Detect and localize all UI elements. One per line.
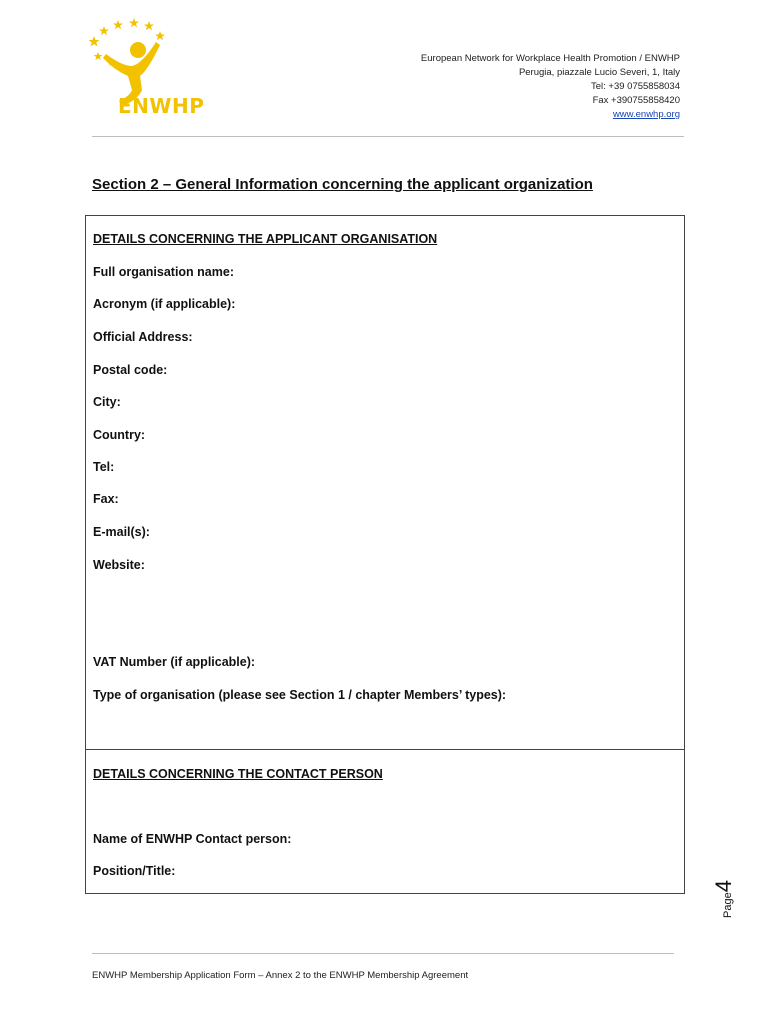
field-official-address: Official Address: xyxy=(93,330,193,344)
contact-person-box xyxy=(85,749,685,894)
field-acronym: Acronym (if applicable): xyxy=(93,297,236,311)
field-type-of-organisation: Type of organisation (please see Section 1 / chapter Members’ types): xyxy=(93,688,507,702)
field-fax: Fax: xyxy=(93,492,119,506)
org-tel-line: Tel: +39 0755858034 xyxy=(590,81,680,92)
header-divider xyxy=(92,136,684,137)
org-address-line: Perugia, piazzale Lucio Severi, 1, Italy xyxy=(518,67,680,78)
field-emails: E-mail(s): xyxy=(93,525,150,539)
field-country: Country: xyxy=(93,428,146,442)
page-number-value: 4 xyxy=(711,880,736,893)
organization-contact-block xyxy=(421,52,680,122)
organisation-details-box xyxy=(85,215,685,750)
field-contact-person-name: Name of ENWHP Contact person: xyxy=(93,832,292,846)
org-fax-line: Fax +390755858420 xyxy=(592,95,680,106)
organisation-heading: DETAILS CONCERNING THE APPLICANT ORGANISATION xyxy=(93,232,438,246)
field-tel: Tel: xyxy=(93,460,115,474)
field-vat-number: VAT Number (if applicable): xyxy=(93,655,256,669)
field-postal-code: Postal code: xyxy=(93,363,168,377)
page-label: Page xyxy=(722,892,734,918)
field-city: City: xyxy=(93,395,121,409)
org-name-line: European Network for Workplace Health Promotion / ENWHP xyxy=(420,53,680,64)
field-full-organisation-name: Full organisation name: xyxy=(93,265,234,279)
section-title: Section 2 – General Information concerning the applicant organization xyxy=(92,176,593,193)
field-position-title: Position/Title: xyxy=(93,864,176,878)
page-number xyxy=(711,880,737,918)
contact-heading: DETAILS CONCERNING THE CONTACT PERSON xyxy=(93,767,383,781)
logo-wordmark: ENWHP xyxy=(118,94,205,118)
website-link[interactable]: www.enwhp.org xyxy=(612,109,680,120)
footer-text: ENWHP Membership Application Form – Annex 2 to the ENWHP Membership Agreement xyxy=(92,970,469,981)
footer-divider xyxy=(92,953,674,954)
field-website: Website: xyxy=(93,558,145,572)
